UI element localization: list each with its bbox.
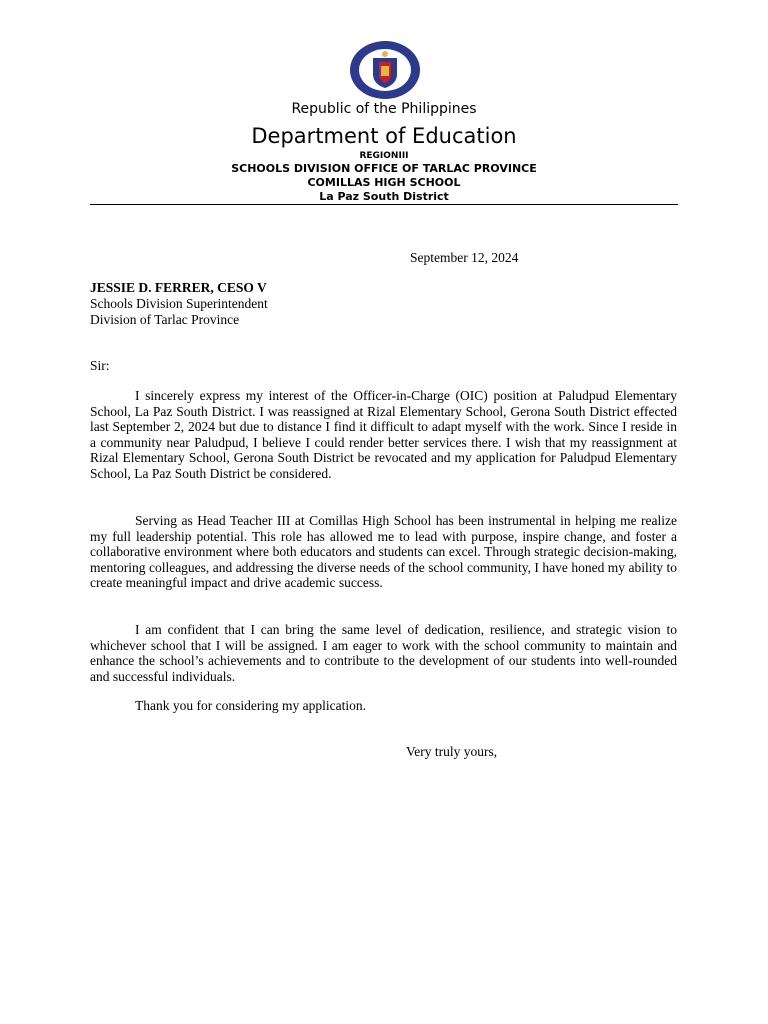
- salutation: Sir:: [90, 358, 110, 373]
- header-divider: [90, 204, 678, 205]
- body-paragraph-thanks: Thank you for considering my application.: [135, 698, 366, 713]
- letter-date: September 12, 2024: [410, 250, 519, 265]
- header-republic: Republic of the Philippines: [291, 101, 477, 117]
- recipient-division: Division of Tarlac Province: [90, 312, 240, 327]
- recipient-name: JESSIE D. FERRER, CESO V: [90, 280, 267, 295]
- deped-seal-logo: [349, 40, 421, 100]
- header-school: COMILLAS HIGH SCHOOL: [307, 176, 461, 189]
- header-district: La Paz South District: [319, 190, 449, 203]
- seal-torch: [381, 66, 389, 76]
- header-division-office: SCHOOLS DIVISION OFFICE OF TARLAC PROVINCE: [231, 162, 537, 175]
- complimentary-close: Very truly yours,: [406, 744, 498, 759]
- body-paragraph: Serving as Head Teacher III at Comillas High School has been instrumental in helping me realize my full leadership potential. This role has allowed me to lead with purpose, inspire change, and foster a collaborative environment where both educators and students can excel. Through strategic decision-making, mentoring colleagues, and addressing the diverse needs of the school community, I have honed my ability to create meaningful impact and drive academic success.: [90, 513, 677, 590]
- recipient-position: Schools Division Superintendent: [90, 296, 268, 311]
- header-region: REGIONIII: [359, 151, 409, 161]
- header-department: Department of Education: [251, 124, 517, 148]
- seal-sun: [382, 51, 388, 57]
- body-paragraph: I am confident that I can bring the same level of dedication, resilience, and strategic vision to whichever school that I will be assigned. I am eager to work with the school community to maintain and enhance the school’s achievements and to contribute to the development of our students into well-rounded and successful individuals.: [90, 622, 677, 684]
- body-paragraph: I sincerely express my interest of the Officer-in-Charge (OIC) position at Paludpud Elementary School, La Paz South District. I was reassigned at Rizal Elementary School, Gerona South District effected last September 2, 2024 but due to distance I find it difficult to adapt myself with the work. Since I reside in a community near Paludpud, I believe I could render better services there. I wish that my reassignment at Rizal Elementary School, Gerona South District be revocated and my application for Paludpud Elementary School, La Paz South District be considered.: [90, 388, 677, 481]
